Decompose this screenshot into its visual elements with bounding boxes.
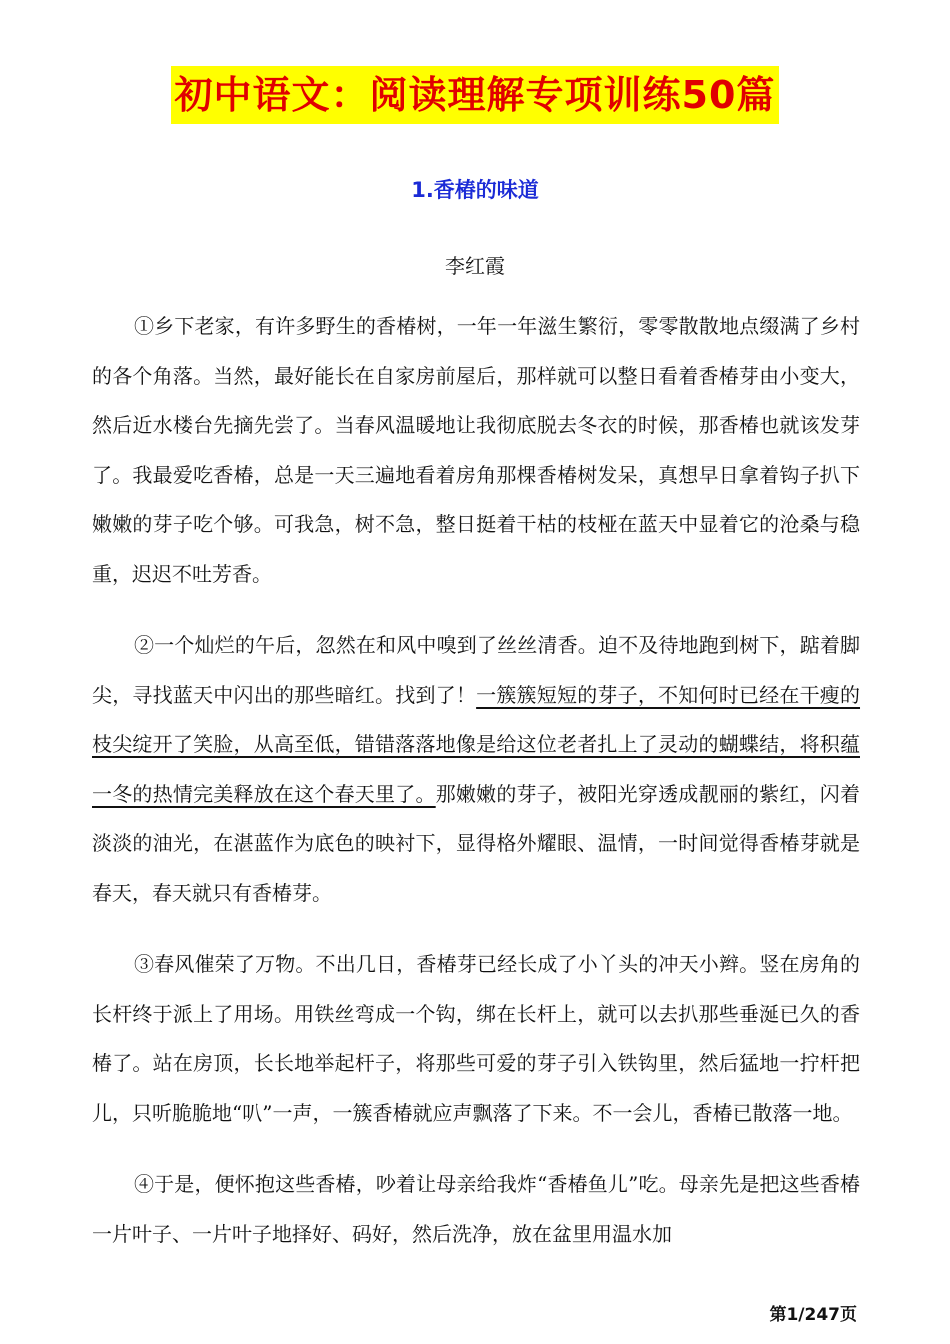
paragraph-1: ①乡下老家，有许多野生的香椿树，一年一年滋生繁衍，零零散散地点缀满了乡村的各个角落。当然，最好能长在自家房前屋后，那样就可以整日看着香椿芽由小变大，然后近水楼台先摘先尝了。当春风温暖地让我彻底脱去冬衣的时候，那香椿也就该发芽了。我最爱吃香椿，总是一天三遍地看着房角那棵香椿树发呆，真想早日拿着钩子扒下嫩嫩的芽子吃个够。可我急，树不急，整日挺着干枯的枝桠在蓝天中显着它的沧桑与稳重，迟迟不吐芳香。 xyxy=(92,314,860,586)
page-number: 第1/247页 xyxy=(769,1305,857,1325)
paragraph-2-after: 那嫩嫩的芽子，被阳光穿透成靓丽的紫红，闪着淡淡的油光，在湛蓝作为底色的映衬下，显得格外耀眼、温情，一时间觉得香椿芽就是春天，春天就只有香椿芽。 xyxy=(92,781,861,905)
paragraph-3: ③春风催荣了万物。不出几日，香椿芽已经长成了小丫头的冲天小辫。竖在房角的长杆终于派上了用场。用铁丝弯成一个钩，绑在长杆上，就可以去扒那些垂涎已久的香椿了。站在房顶，长长地举起杆子，将那些可爱的芽子引入铁钩里，然后猛地一拧杆把儿，只听脆脆地“叭”一声，一簇香椿就应声飘落了下来。不一会儿，香椿已散落一地。 xyxy=(92,952,860,1125)
article-title: 1.香椿的味道 xyxy=(411,178,539,202)
paragraph-2-before: ②一个灿烂的午后，忽然在和风中嗅到了丝丝清香。迫不及待地跑到树下，踮着脚尖，寻找蓝天中闪出的那些暗红。找到了！ xyxy=(92,633,860,707)
article-author: 李红霞 xyxy=(445,254,505,278)
article-body xyxy=(92,302,860,1281)
paragraph-4: ④于是，便怀抱这些香椿，吵着让母亲给我炸“香椿鱼儿”吃。母亲先是把这些香椿一片叶子、一片叶子地择好、码好，然后洗净，放在盆里用温水加 xyxy=(92,1172,860,1246)
paragraph-2 xyxy=(92,621,860,918)
underlined-sentence: 一簇簇短短的芽子，不知何时已经在干瘦的枝尖绽开了笑脸，从高至低，错错落落地像是给这位老者扎上了灵动的蝴蝶结，将积蕴一冬的热情完美释放在这个春天里了。 xyxy=(92,682,861,806)
title-banner xyxy=(0,66,950,124)
document-title: 初中语文：阅读理解专项训练50篇 xyxy=(171,66,780,124)
